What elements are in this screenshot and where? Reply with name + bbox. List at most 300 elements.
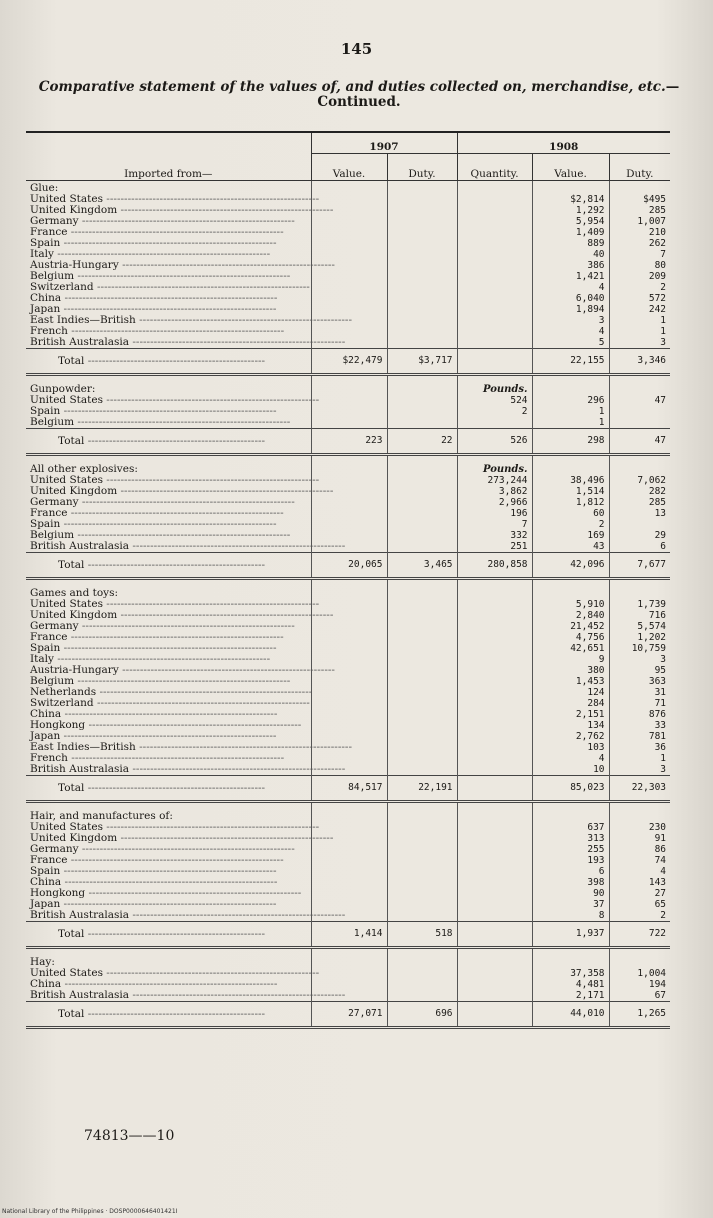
country-name: Germany bbox=[30, 496, 79, 508]
gap-cell bbox=[311, 455, 387, 463]
empty-cell bbox=[457, 809, 532, 822]
empty-cell bbox=[387, 809, 457, 822]
leader-dots: ------------------------------------------------------------ bbox=[135, 314, 353, 326]
quantity-1908-cell bbox=[457, 238, 532, 249]
empty-cell bbox=[387, 586, 457, 599]
value-1908-cell: 21,452 bbox=[532, 621, 609, 632]
value-1908-cell: $2,814 bbox=[532, 194, 609, 205]
value-1907-cell bbox=[311, 406, 387, 417]
duty-1907-cell bbox=[387, 497, 457, 508]
leader-dots: ------------------------------------------------------------ bbox=[60, 405, 277, 417]
duty-1907-cell bbox=[387, 541, 457, 553]
value-1908-cell: 1,894 bbox=[532, 304, 609, 315]
value-1907-cell bbox=[311, 687, 387, 698]
quantity-1908-cell bbox=[457, 249, 532, 260]
total-d07-cell: 22 bbox=[387, 429, 457, 455]
duty-1907-cell bbox=[387, 293, 457, 304]
value-1908-cell: 1 bbox=[532, 417, 609, 429]
duty-1907-cell bbox=[387, 475, 457, 486]
gap-cell bbox=[26, 375, 311, 383]
leader-dots: ------------------------------------------------------------ bbox=[67, 507, 284, 519]
duty-1908-cell: 1,004 bbox=[609, 968, 670, 979]
value-1907-cell bbox=[311, 720, 387, 731]
duty-1907-cell bbox=[387, 654, 457, 665]
value-1908-cell: 637 bbox=[532, 822, 609, 833]
duty-1908-cell: 716 bbox=[609, 610, 670, 621]
quantity-1908-cell bbox=[457, 968, 532, 979]
leader-dots: ------------------------------------------------------------ bbox=[60, 303, 277, 315]
leader-dots: ------------------------------------------------------------ bbox=[74, 270, 291, 282]
total-label: Total bbox=[58, 1008, 85, 1020]
value-1908-cell: 1,292 bbox=[532, 205, 609, 216]
total-d08-cell: 722 bbox=[609, 922, 670, 948]
duty-1908-cell bbox=[609, 406, 670, 417]
quantity-1908-cell bbox=[457, 979, 532, 990]
total-v08-cell: 298 bbox=[532, 429, 609, 455]
duty-1908-cell: 781 bbox=[609, 731, 670, 742]
duty-1907-cell bbox=[387, 486, 457, 497]
duty-1908-cell: $495 bbox=[609, 194, 670, 205]
duty-1908-cell: 80 bbox=[609, 260, 670, 271]
value-1907-cell bbox=[311, 888, 387, 899]
duty-1908-cell: 3 bbox=[609, 337, 670, 349]
quantity-1908-cell bbox=[457, 227, 532, 238]
value-1908-cell: 2,762 bbox=[532, 731, 609, 742]
duty-1907-cell bbox=[387, 990, 457, 1002]
section-name: Hair, and manufactures of: bbox=[30, 810, 173, 822]
value-1908-cell: 37 bbox=[532, 899, 609, 910]
duty-1908-cell: 210 bbox=[609, 227, 670, 238]
value-1907-cell bbox=[311, 216, 387, 227]
gap-cell bbox=[532, 375, 609, 383]
value-1908-cell: 38,496 bbox=[532, 475, 609, 486]
country-name: Netherlands bbox=[30, 686, 97, 698]
value-1908-cell: 193 bbox=[532, 855, 609, 866]
section-gap bbox=[26, 579, 670, 587]
duty-1907-cell bbox=[387, 855, 457, 866]
duty-1908-cell: 4 bbox=[609, 866, 670, 877]
quantity-1908-cell bbox=[457, 990, 532, 1002]
print-code: 74813——10 bbox=[84, 1128, 175, 1144]
section-name: Hay: bbox=[30, 956, 55, 968]
empty-cell bbox=[609, 462, 670, 475]
country-name: British Australasia bbox=[30, 763, 130, 775]
quantity-1908-cell: 3,862 bbox=[457, 486, 532, 497]
leader-dots: ------------------------------------------------------------ bbox=[67, 631, 284, 643]
header-duty-1908: Duty. bbox=[609, 154, 670, 181]
leader-dots: ------------------------------------------------------------ bbox=[74, 529, 291, 541]
value-1908-cell: 398 bbox=[532, 877, 609, 888]
country-name: British Australasia bbox=[30, 336, 130, 348]
gap-cell bbox=[387, 375, 457, 383]
quantity-1908-cell bbox=[457, 643, 532, 654]
quantity-1908-cell: 251 bbox=[457, 541, 532, 553]
total-row bbox=[26, 922, 670, 948]
country-name: China bbox=[30, 292, 62, 304]
empty-cell bbox=[457, 955, 532, 968]
total-label-cell bbox=[26, 349, 311, 375]
duty-1908-cell: 242 bbox=[609, 304, 670, 315]
value-1907-cell bbox=[311, 293, 387, 304]
duty-1908-cell bbox=[609, 519, 670, 530]
empty-cell bbox=[457, 586, 532, 599]
total-q08-cell: 526 bbox=[457, 429, 532, 455]
duty-1907-cell bbox=[387, 271, 457, 282]
country-name: United States bbox=[30, 598, 103, 610]
quantity-1908-cell bbox=[457, 866, 532, 877]
total-d08-cell: 47 bbox=[609, 429, 670, 455]
duty-1908-cell: 31 bbox=[609, 687, 670, 698]
duty-1907-cell bbox=[387, 833, 457, 844]
value-1908-cell: 5,910 bbox=[532, 599, 609, 610]
total-d08-cell: 22,303 bbox=[609, 776, 670, 802]
empty-cell bbox=[311, 462, 387, 475]
total-v08-cell: 42,096 bbox=[532, 553, 609, 579]
empty-cell bbox=[311, 181, 387, 195]
quantity-1908-cell bbox=[457, 910, 532, 922]
quantity-1908-cell bbox=[457, 282, 532, 293]
quantity-1908-cell bbox=[457, 216, 532, 227]
value-1908-cell: 5,954 bbox=[532, 216, 609, 227]
country-name: France bbox=[30, 507, 68, 519]
country-name: Spain bbox=[30, 518, 61, 530]
duty-1907-cell bbox=[387, 621, 457, 632]
quantity-1908-cell bbox=[457, 632, 532, 643]
section-name: Gunpowder: bbox=[30, 383, 96, 395]
scan-credit: National Library of the Philippines · DOSP0000646401421I bbox=[2, 1208, 178, 1215]
value-1907-cell bbox=[311, 866, 387, 877]
section-gap bbox=[26, 948, 670, 956]
duty-1907-cell bbox=[387, 227, 457, 238]
value-1908-cell: 134 bbox=[532, 720, 609, 731]
duty-1907-cell bbox=[387, 406, 457, 417]
value-1907-cell bbox=[311, 621, 387, 632]
value-1908-cell: 386 bbox=[532, 260, 609, 271]
country-name: United States bbox=[30, 193, 103, 205]
leader-dots: ------------------------------------------------------------ bbox=[117, 485, 334, 497]
value-1908-cell: 42,651 bbox=[532, 643, 609, 654]
duty-1907-cell bbox=[387, 643, 457, 654]
leader-dots: ------------------------------------------------------------ bbox=[102, 474, 320, 486]
duty-1908-cell: 262 bbox=[609, 238, 670, 249]
section-name: All other explosives: bbox=[30, 463, 138, 475]
country-name: France bbox=[30, 226, 68, 238]
value-1908-cell: 380 bbox=[532, 665, 609, 676]
gap-cell bbox=[532, 802, 609, 810]
section-gap bbox=[26, 375, 670, 383]
duty-1908-cell: 65 bbox=[609, 899, 670, 910]
total-label-cell bbox=[26, 776, 311, 802]
quantity-1908-cell bbox=[457, 599, 532, 610]
country-name: Germany bbox=[30, 620, 79, 632]
leader-dots: ------------------------------------------------------------ bbox=[61, 708, 278, 720]
total-d07-cell: $3,717 bbox=[387, 349, 457, 375]
duty-1907-cell bbox=[387, 395, 457, 406]
quantity-1908-cell bbox=[457, 855, 532, 866]
country-name: Germany bbox=[30, 215, 79, 227]
country-name: French bbox=[30, 325, 68, 337]
empty-cell bbox=[532, 462, 609, 475]
value-1908-cell: 2,171 bbox=[532, 990, 609, 1002]
total-v07-cell: $22,479 bbox=[311, 349, 387, 375]
leader-dots: ------------------------------------------------------------ bbox=[78, 843, 295, 855]
title-suffix: —Continued. bbox=[317, 79, 680, 110]
value-1908-cell: 43 bbox=[532, 541, 609, 553]
gap-cell bbox=[457, 455, 532, 463]
value-1907-cell bbox=[311, 698, 387, 709]
duty-1907-cell bbox=[387, 709, 457, 720]
value-1907-cell bbox=[311, 282, 387, 293]
duty-1907-cell bbox=[387, 968, 457, 979]
duty-1907-cell bbox=[387, 720, 457, 731]
quantity-1908-cell bbox=[457, 304, 532, 315]
value-1907-cell bbox=[311, 395, 387, 406]
leader-dots: ------------------------------------------------------------ bbox=[93, 281, 310, 293]
leader-dots: ------------------------------------------------------------ bbox=[129, 989, 346, 1001]
empty-cell bbox=[387, 382, 457, 395]
value-1908-cell: 2 bbox=[532, 519, 609, 530]
country-name: East Indies—British bbox=[30, 741, 136, 753]
duty-1907-cell bbox=[387, 632, 457, 643]
duty-1908-cell: 71 bbox=[609, 698, 670, 709]
country-name: French bbox=[30, 752, 68, 764]
country-name: United States bbox=[30, 967, 103, 979]
value-1908-cell: 40 bbox=[532, 249, 609, 260]
country-name: Spain bbox=[30, 642, 61, 654]
duty-1908-cell: 230 bbox=[609, 822, 670, 833]
total-v08-cell: 44,010 bbox=[532, 1002, 609, 1028]
quantity-1908-cell bbox=[457, 260, 532, 271]
duty-1907-cell bbox=[387, 877, 457, 888]
total-v08-cell: 85,023 bbox=[532, 776, 609, 802]
duty-1907-cell bbox=[387, 326, 457, 337]
total-label: Total bbox=[58, 435, 85, 447]
leader-dots: ------------------------------------------------------------ bbox=[118, 259, 335, 271]
value-1908-cell: 1,409 bbox=[532, 227, 609, 238]
leader-dots: ------------------------------------------------------------ bbox=[60, 730, 277, 742]
gap-cell bbox=[26, 579, 311, 587]
duty-1908-cell: 363 bbox=[609, 676, 670, 687]
leader-dots: ------------------------------------------------------------ bbox=[135, 741, 353, 753]
leader-dots: ------------------------------------------------------------ bbox=[78, 496, 295, 508]
total-label-cell bbox=[26, 922, 311, 948]
quantity-1908-cell bbox=[457, 676, 532, 687]
leader-dots: ------------------------------------------------------------ bbox=[61, 292, 278, 304]
empty-cell bbox=[311, 586, 387, 599]
statistics-table bbox=[26, 131, 670, 1029]
table-row bbox=[26, 764, 670, 776]
duty-1908-cell: 572 bbox=[609, 293, 670, 304]
total-q08-cell: 280,858 bbox=[457, 553, 532, 579]
duty-1907-cell bbox=[387, 676, 457, 687]
duty-1908-cell: 74 bbox=[609, 855, 670, 866]
value-1908-cell: 37,358 bbox=[532, 968, 609, 979]
value-1908-cell: 169 bbox=[532, 530, 609, 541]
quantity-1908-cell bbox=[457, 315, 532, 326]
value-1908-cell: 296 bbox=[532, 395, 609, 406]
total-v07-cell: 1,414 bbox=[311, 922, 387, 948]
leader-dots: ------------------------------------------------------------ bbox=[67, 752, 285, 764]
empty-cell bbox=[532, 955, 609, 968]
value-1908-cell: 6,040 bbox=[532, 293, 609, 304]
table-body bbox=[26, 181, 670, 1028]
value-1908-cell: 10 bbox=[532, 764, 609, 776]
country-name: Italy bbox=[30, 248, 54, 260]
value-1907-cell bbox=[311, 271, 387, 282]
duty-1907-cell bbox=[387, 979, 457, 990]
leader-dots: ------------------------------------------------------------ bbox=[85, 887, 302, 899]
leader-dots: ------------------------------------------------------------ bbox=[118, 664, 335, 676]
gap-cell bbox=[457, 948, 532, 956]
gap-cell bbox=[457, 802, 532, 810]
quantity-1908-cell: 524 bbox=[457, 395, 532, 406]
duty-1908-cell: 36 bbox=[609, 742, 670, 753]
value-1908-cell: 3 bbox=[532, 315, 609, 326]
duty-1908-cell: 876 bbox=[609, 709, 670, 720]
gap-cell bbox=[609, 455, 670, 463]
country-name: United Kingdom bbox=[30, 609, 118, 621]
value-1907-cell bbox=[311, 227, 387, 238]
leader-dots: ------------------------------------------------------------ bbox=[129, 336, 346, 348]
leader-dots: ------------------------------------------------------------ bbox=[117, 832, 334, 844]
total-row bbox=[26, 1002, 670, 1028]
gap-cell bbox=[26, 455, 311, 463]
country-name: Japan bbox=[30, 730, 61, 742]
total-v07-cell: 84,517 bbox=[311, 776, 387, 802]
total-v07-cell: 20,065 bbox=[311, 553, 387, 579]
quantity-1908-cell bbox=[457, 337, 532, 349]
duty-1907-cell bbox=[387, 282, 457, 293]
country-name: Japan bbox=[30, 898, 61, 910]
total-q08-cell bbox=[457, 1002, 532, 1028]
value-1907-cell bbox=[311, 676, 387, 687]
duty-1907-cell bbox=[387, 610, 457, 621]
leader-dots: ------------------------------------------------------------ bbox=[117, 204, 334, 216]
empty-cell bbox=[609, 809, 670, 822]
gap-cell bbox=[532, 455, 609, 463]
quantity-1908-cell bbox=[457, 654, 532, 665]
leader-dots: ------------------------------------------------------------ bbox=[129, 909, 346, 921]
leader-dots: ------------------------------------------------------------ bbox=[129, 540, 346, 552]
total-q08-cell bbox=[457, 776, 532, 802]
value-1908-cell: 5 bbox=[532, 337, 609, 349]
gap-cell bbox=[311, 375, 387, 383]
section-gap bbox=[26, 455, 670, 463]
duty-1908-cell: 143 bbox=[609, 877, 670, 888]
duty-1908-cell: 285 bbox=[609, 205, 670, 216]
duty-1908-cell: 47 bbox=[609, 395, 670, 406]
leader-dots: ------------------------------------------------------------ bbox=[78, 620, 295, 632]
value-1907-cell bbox=[311, 508, 387, 519]
duty-1908-cell: 33 bbox=[609, 720, 670, 731]
duty-1908-cell: 2 bbox=[609, 282, 670, 293]
table-row bbox=[26, 337, 670, 349]
value-1908-cell: 4,481 bbox=[532, 979, 609, 990]
country-name: Hongkong bbox=[30, 887, 86, 899]
value-1907-cell bbox=[311, 855, 387, 866]
leader-dots: ------------------------------------------------------------ bbox=[60, 642, 277, 654]
country-name: United States bbox=[30, 821, 103, 833]
gap-cell bbox=[311, 948, 387, 956]
quantity-1908-cell bbox=[457, 709, 532, 720]
country-name: United Kingdom bbox=[30, 485, 118, 497]
leader-dots: ------------------------------------------------------------ bbox=[102, 598, 320, 610]
duty-1908-cell: 5,574 bbox=[609, 621, 670, 632]
empty-cell bbox=[311, 382, 387, 395]
table-row bbox=[26, 417, 670, 429]
quantity-1908-cell bbox=[457, 899, 532, 910]
country-name: China bbox=[30, 978, 62, 990]
duty-1907-cell bbox=[387, 205, 457, 216]
duty-1908-cell: 1 bbox=[609, 753, 670, 764]
leader-dots: ------------------------------------------------------------ bbox=[85, 719, 302, 731]
country-name: Switzerland bbox=[30, 281, 94, 293]
country-name: Germany bbox=[30, 843, 79, 855]
leader-dots: -------------------------------------------------- bbox=[84, 355, 266, 367]
duty-1908-cell: 3 bbox=[609, 764, 670, 776]
duty-1907-cell bbox=[387, 665, 457, 676]
quantity-1908-cell: 273,244 bbox=[457, 475, 532, 486]
quantity-1908-cell bbox=[457, 731, 532, 742]
value-1908-cell: 1 bbox=[532, 406, 609, 417]
quantity-1908-cell bbox=[457, 687, 532, 698]
duty-1908-cell: 3 bbox=[609, 654, 670, 665]
total-label-cell bbox=[26, 1002, 311, 1028]
leader-dots: ------------------------------------------------------------ bbox=[74, 675, 291, 687]
leader-dots: ------------------------------------------------------------ bbox=[102, 394, 320, 406]
empty-cell bbox=[609, 586, 670, 599]
empty-cell bbox=[609, 382, 670, 395]
total-label: Total bbox=[58, 355, 85, 367]
total-row bbox=[26, 776, 670, 802]
country-cell bbox=[26, 909, 346, 922]
country-name: Belgium bbox=[30, 529, 75, 541]
value-1907-cell bbox=[311, 844, 387, 855]
quantity-1908-cell bbox=[457, 610, 532, 621]
header-imported-from: Imported from— bbox=[26, 132, 311, 181]
duty-1907-cell bbox=[387, 687, 457, 698]
quantity-1908-cell: 332 bbox=[457, 530, 532, 541]
value-1908-cell: 1,453 bbox=[532, 676, 609, 687]
leader-dots: ------------------------------------------------------------ bbox=[60, 237, 277, 249]
gap-cell bbox=[457, 579, 532, 587]
country-cell bbox=[26, 540, 346, 553]
country-name: China bbox=[30, 708, 62, 720]
leader-dots: ------------------------------------------------------------ bbox=[60, 518, 277, 530]
duty-1908-cell: 209 bbox=[609, 271, 670, 282]
duty-1907-cell bbox=[387, 519, 457, 530]
gap-cell bbox=[609, 579, 670, 587]
leader-dots: ------------------------------------------------------------ bbox=[67, 226, 284, 238]
gap-cell bbox=[387, 579, 457, 587]
quantity-1908-cell bbox=[457, 271, 532, 282]
value-1908-cell: 2,151 bbox=[532, 709, 609, 720]
country-name: United Kingdom bbox=[30, 832, 118, 844]
value-1908-cell: 255 bbox=[532, 844, 609, 855]
leader-dots: ------------------------------------------------------------ bbox=[67, 854, 284, 866]
country-name: United States bbox=[30, 394, 103, 406]
total-label: Total bbox=[58, 782, 85, 794]
total-v07-cell: 27,071 bbox=[311, 1002, 387, 1028]
value-1908-cell: 2,840 bbox=[532, 610, 609, 621]
total-label: Total bbox=[58, 559, 85, 571]
duty-1907-cell bbox=[387, 910, 457, 922]
empty-cell bbox=[609, 181, 670, 195]
value-1908-cell: 284 bbox=[532, 698, 609, 709]
duty-1908-cell: 7,062 bbox=[609, 475, 670, 486]
duty-1908-cell: 91 bbox=[609, 833, 670, 844]
duty-1907-cell bbox=[387, 866, 457, 877]
